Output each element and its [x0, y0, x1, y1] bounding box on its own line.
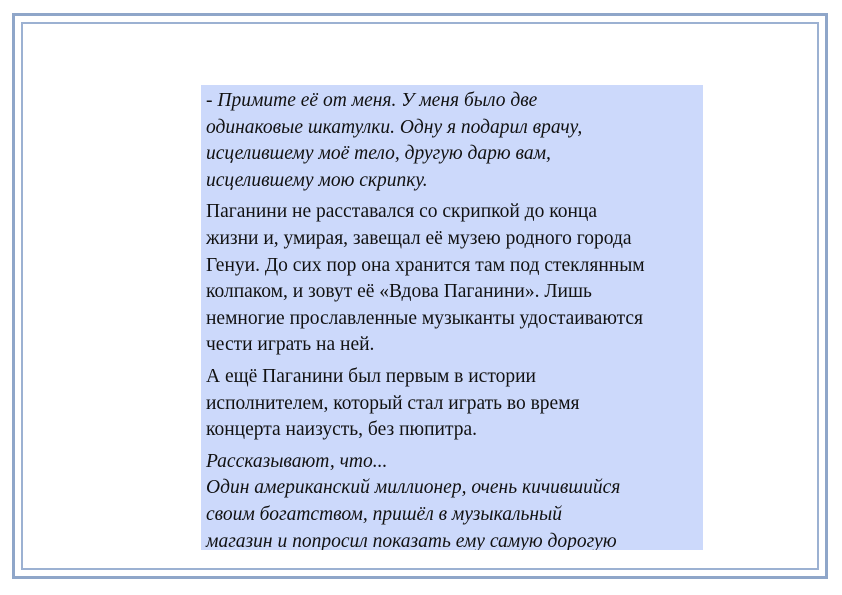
text-line: чести играть на ней.	[206, 334, 375, 356]
text-line: одинаковые шкатулки. Одну я подарил врачу,	[206, 116, 583, 138]
text-line: своим богатством, пришёл в музыкальный	[206, 503, 562, 525]
text-line: исполнителем, который стал играть во время	[206, 392, 580, 414]
text-line: колпаком, и зовут её «Вдова Паганини». Лишь	[206, 281, 592, 303]
paragraph-quote	[206, 88, 699, 194]
paragraph-first-performer	[206, 364, 699, 444]
paragraph-violin-fate	[206, 199, 699, 359]
text-line: концерта наизусть, без пюпитра.	[206, 419, 477, 441]
text-line: магазин и попросил показать ему самую дорогую	[206, 530, 617, 550]
text-line: исцелившему моё тело, другую дарю вам,	[206, 143, 551, 165]
text-line: - Примите её от меня. У меня было две	[206, 90, 538, 111]
text-line: Паганини не расставался со скрипкой до конца	[206, 201, 597, 223]
text-line: А ещё Паганини был первым в истории	[206, 365, 536, 387]
text-line: Один американский миллионер, очень кичившийся	[206, 477, 621, 499]
text-line: Рассказывают, что...	[206, 450, 388, 472]
text-line: немногие прославленные музыканты удостаиваются	[206, 307, 644, 329]
text-line: исцелившему мою скрипку.	[206, 169, 428, 191]
text-box	[201, 85, 703, 550]
paragraph-anecdote	[206, 449, 699, 550]
text-line: Генуи. До сих пор она хранится там под стеклянным	[206, 254, 645, 276]
text-line: жизни и, умирая, завещал её музею родного города	[206, 227, 632, 249]
